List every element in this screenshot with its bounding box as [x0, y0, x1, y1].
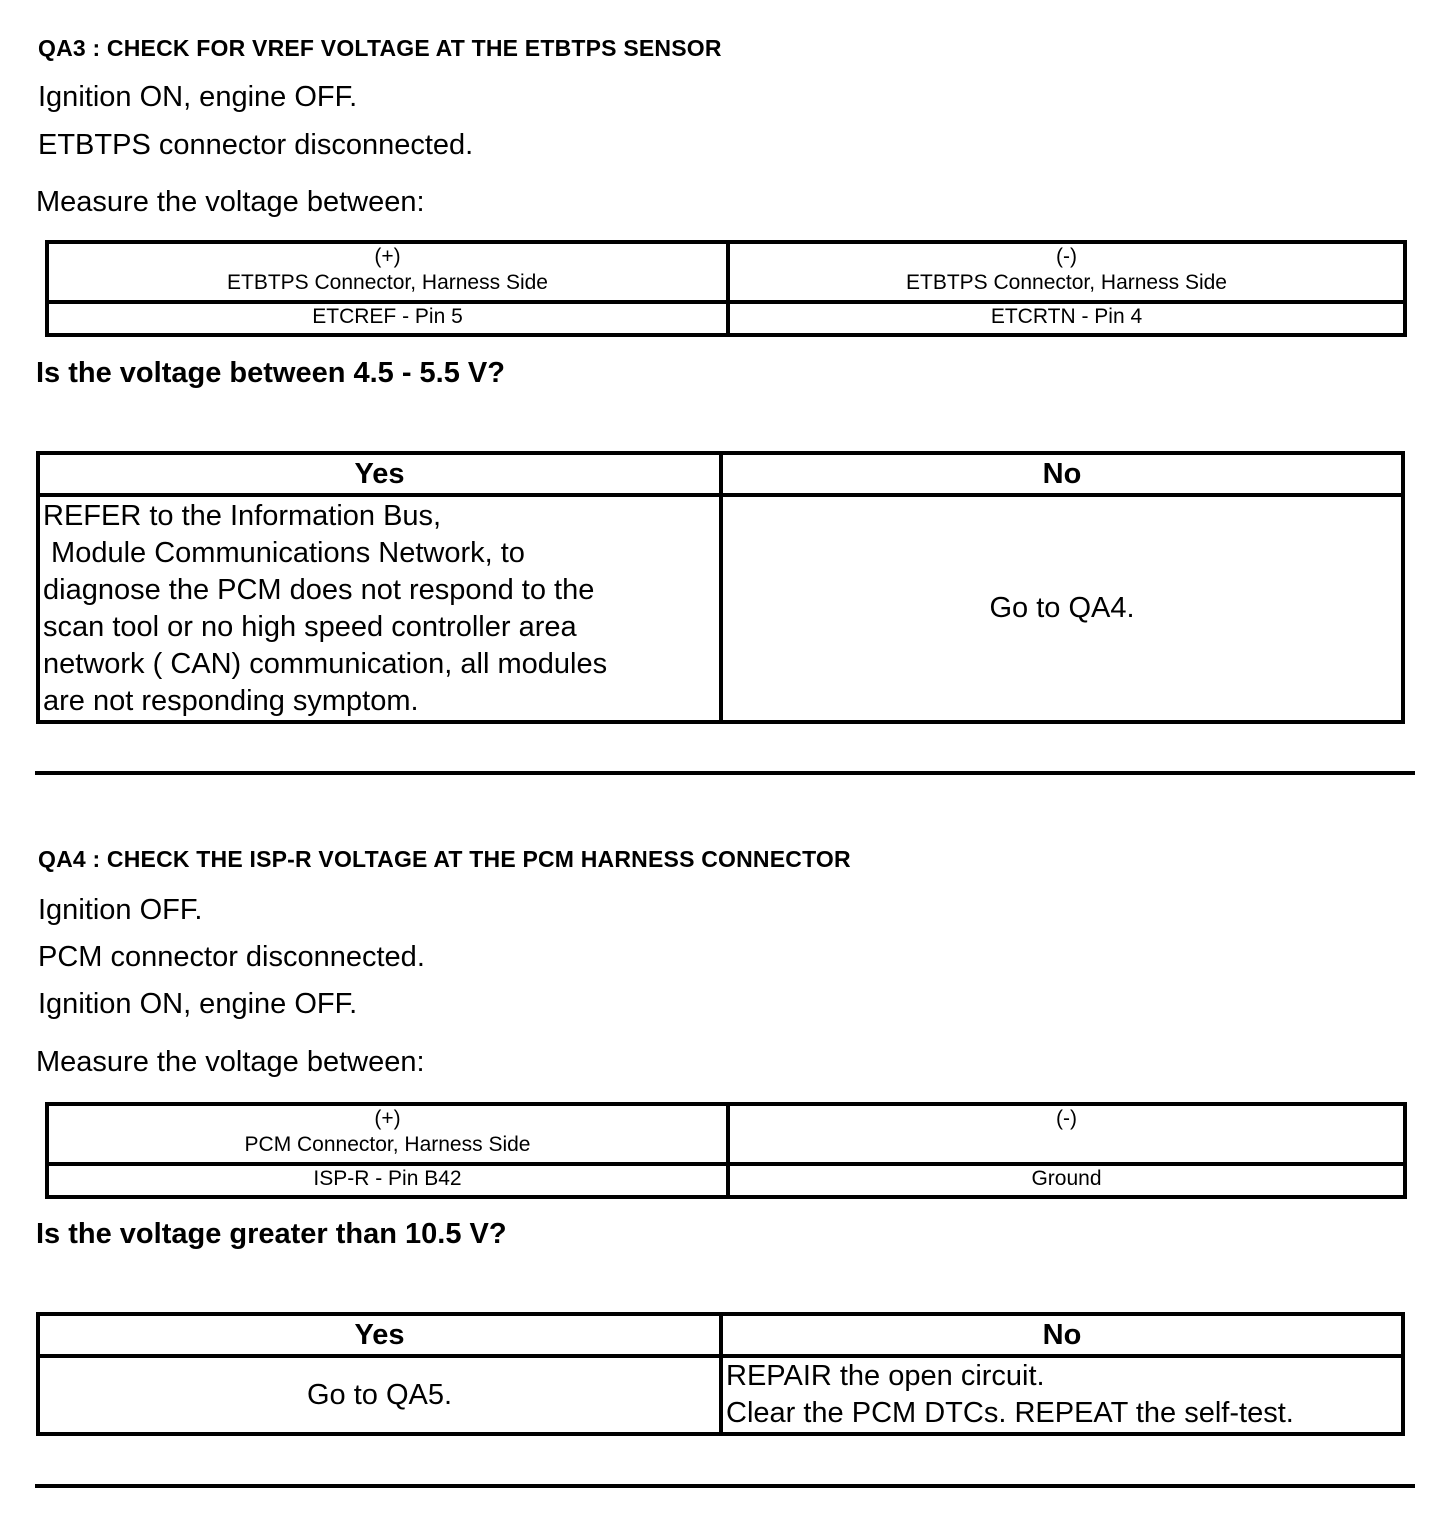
minus-terminal-cell — [728, 1104, 1405, 1164]
pin-table-qa4 — [45, 1102, 1407, 1199]
plus-sign: (+) — [374, 245, 401, 268]
no-result: REPAIR the open circuit. Clear the PCM DTCs. REPEAT the self-test. — [721, 1356, 1403, 1434]
plus-pin: ISP-R - Pin B42 — [47, 1164, 728, 1197]
measure-label: Measure the voltage between: — [36, 1046, 425, 1078]
minus-sign: (-) — [1056, 245, 1077, 268]
no-result: Go to QA4. — [721, 495, 1403, 722]
measure-label: Measure the voltage between: — [36, 186, 425, 218]
minus-pin: Ground — [728, 1164, 1405, 1197]
minus-terminal-cell — [728, 242, 1405, 302]
pin-table-qa3 — [45, 240, 1407, 337]
minus-connector: ETBTPS Connector, Harness Side — [906, 271, 1227, 294]
instruction-line: ETBTPS connector disconnected. — [38, 129, 474, 161]
plus-connector: ETBTPS Connector, Harness Side — [227, 271, 548, 294]
no-header: No — [721, 453, 1403, 495]
result-table-qa4 — [36, 1312, 1405, 1436]
no-header: No — [721, 1314, 1403, 1356]
step-title-qa3: QA3 : CHECK FOR VREF VOLTAGE AT THE ETBTPS SENSOR — [38, 35, 722, 61]
minus-sign: (-) — [1056, 1107, 1077, 1130]
question-qa4: Is the voltage greater than 10.5 V? — [36, 1218, 507, 1250]
plus-pin: ETCREF - Pin 5 — [47, 302, 728, 335]
instruction-line: Ignition OFF. — [38, 894, 203, 926]
yes-header: Yes — [38, 453, 721, 495]
step-title-qa4: QA4 : CHECK THE ISP-R VOLTAGE AT THE PCM HARNESS CONNECTOR — [38, 846, 851, 872]
instruction-line: PCM connector disconnected. — [38, 941, 425, 973]
minus-pin: ETCRTN - Pin 4 — [728, 302, 1405, 335]
plus-connector: PCM Connector, Harness Side — [244, 1133, 531, 1156]
section-divider — [35, 1484, 1415, 1488]
yes-result: Go to QA5. — [38, 1356, 721, 1434]
question-qa3: Is the voltage between 4.5 - 5.5 V? — [36, 357, 505, 389]
instruction-line: Ignition ON, engine OFF. — [38, 81, 358, 113]
plus-terminal-cell — [47, 242, 728, 302]
instruction-line: Ignition ON, engine OFF. — [38, 988, 358, 1020]
yes-header: Yes — [38, 1314, 721, 1356]
plus-sign: (+) — [374, 1107, 401, 1130]
section-divider — [35, 771, 1415, 775]
plus-terminal-cell — [47, 1104, 728, 1164]
result-table-qa3 — [36, 451, 1405, 724]
yes-result: REFER to the Information Bus, Module Communications Network, to diagnose the PCM does not respond to the scan tool or no high speed controller area network ( CAN) communication, all modules are not responding symptom. — [38, 495, 721, 722]
